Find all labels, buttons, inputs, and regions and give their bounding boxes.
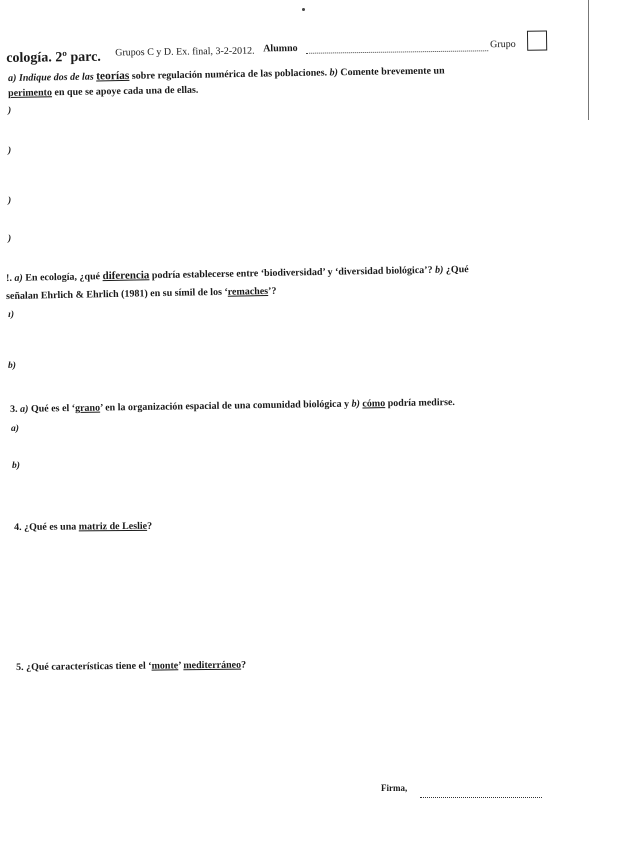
q2-b-marker: b) [434, 264, 444, 276]
q1-answer-label-3: ) [8, 196, 12, 206]
q1-answer-label-4: ) [8, 234, 12, 244]
q2-line2-a: señalan Ehrlich & Ehrlich (1981) en su símil de los ‘ [6, 286, 228, 302]
q5-term1: monte [151, 660, 179, 672]
q5-prefix: 5. ¿Qué características tiene el ‘ [16, 660, 152, 673]
course-title: cología. 2º parc. [6, 49, 101, 66]
exam-groups-date: Grupos C y D. Ex. final, 3-2-2012. [115, 45, 255, 59]
question-1-line-2 [8, 85, 198, 99]
q1-prefix: a) Indique dos de las [8, 71, 97, 84]
q3-line-a: Qué es el ‘ [28, 402, 76, 415]
q5-suffix: ? [241, 659, 247, 671]
grupo-label: Grupo [490, 38, 516, 51]
question-2-line-2 [6, 286, 277, 302]
q2-answer-label-a: ɪ) [8, 310, 14, 320]
q2-line1-b: podría establecerse entre ‘biodiversidad’ y ‘diversidad biológica’? [149, 264, 436, 282]
q2-remaches: remaches [227, 285, 269, 298]
alumno-name-field[interactable] [306, 40, 488, 54]
q3-line-b: ’ en la organización espacial de una comunidad biológica y [99, 398, 352, 414]
q2-a-marker: a) [14, 272, 23, 284]
q1-mid: sobre regulación numérica de las poblaciones. [129, 67, 330, 82]
q3-number: 3. [10, 403, 18, 415]
q5-term2: mediterráneo [183, 659, 242, 672]
q3-line-c: podría medirse. [385, 397, 455, 410]
q3-grano: grano [74, 402, 101, 414]
question-3-line [10, 397, 455, 415]
alumno-label: Alumno [263, 42, 298, 55]
q4-term: matriz de Leslie [78, 520, 148, 533]
question-5 [16, 660, 246, 673]
exam-header [6, 30, 551, 72]
q1-b-marker: b) [329, 67, 338, 79]
firma-signature-field[interactable] [420, 795, 542, 798]
q1-perimento: perimento [8, 87, 53, 99]
q5-mid: ’ [178, 660, 184, 672]
q4-suffix: ? [147, 520, 153, 532]
q4-prefix: 4. ¿Qué es una [14, 521, 79, 533]
q1-end: Comente brevemente un [337, 65, 445, 79]
q2-answer-label-b: b) [8, 361, 16, 371]
q3-answer-label-a: a) [11, 424, 19, 434]
question-4 [14, 521, 152, 533]
scan-edge-line [588, 0, 589, 120]
q3-como: cómo [362, 398, 386, 410]
q2-number: !. [6, 272, 13, 284]
q1-answer-label-2: ) [8, 146, 12, 156]
q1-line2-rest: en que se apoye cada una de ellas. [51, 84, 199, 99]
question-2-line-1 [6, 263, 469, 284]
q1-answer-label-1: ) [8, 106, 12, 116]
q2-line1-c: ¿Qué [443, 264, 469, 276]
q3-a-marker: a) [19, 403, 29, 415]
q2-line1-a: En ecología, ¿qué [22, 271, 103, 284]
firma-label: Firma, [381, 783, 408, 793]
q1-teorias: teorías [96, 69, 130, 83]
grupo-box[interactable] [527, 30, 547, 50]
q2-line2-b: ’? [267, 285, 277, 297]
q3-b-marker: b) [351, 398, 360, 410]
q2-diferencia: diferencia [102, 269, 150, 283]
q3-answer-label-b: b) [12, 461, 20, 471]
scan-speck [302, 8, 305, 11]
